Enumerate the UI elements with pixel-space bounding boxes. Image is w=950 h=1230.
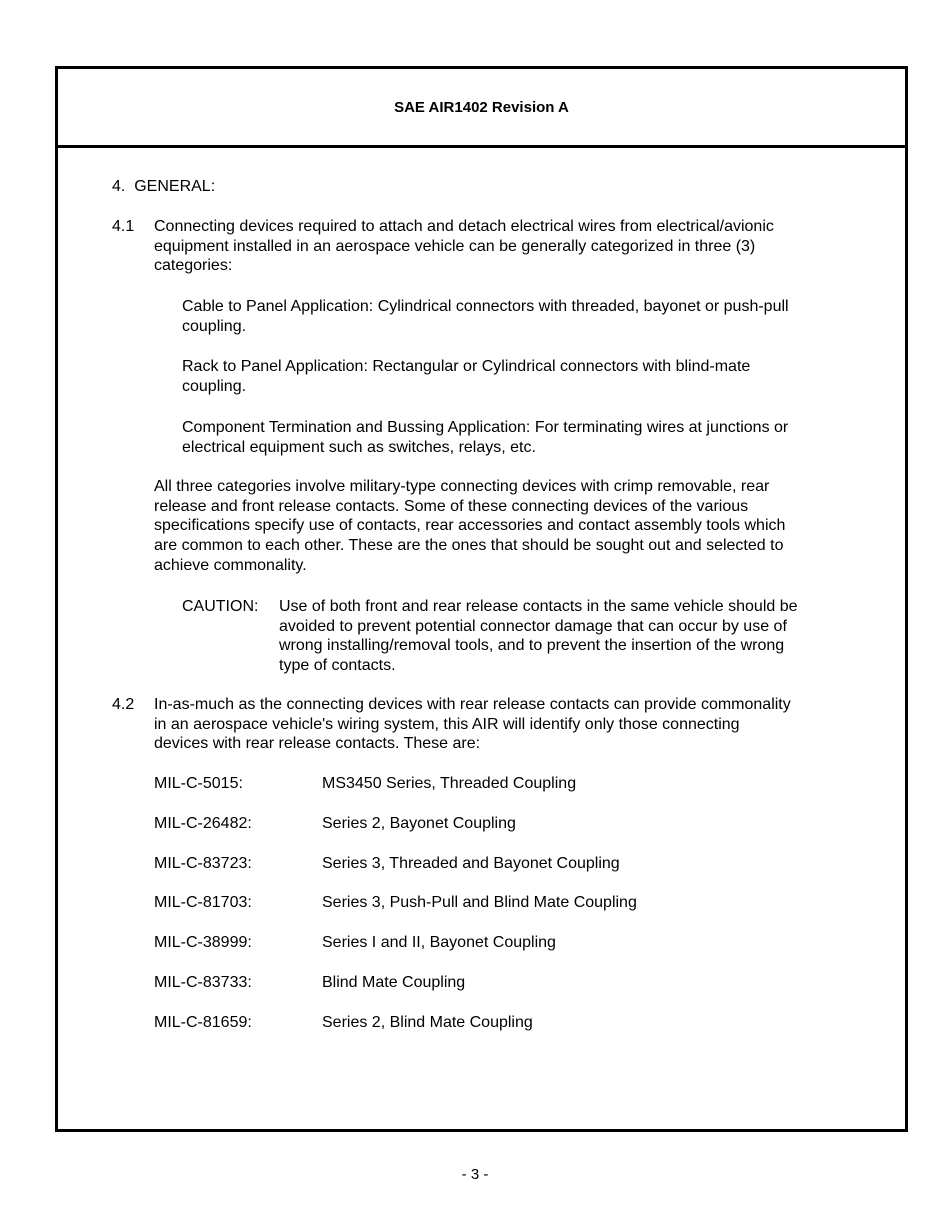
section-4-number: 4. (112, 178, 126, 195)
paragraph-line: coupling. (182, 317, 247, 335)
caution-label: CAUTION: (182, 598, 259, 615)
paragraph-line: achieve commonality. (154, 556, 307, 574)
paragraph-line: type of contacts. (279, 657, 396, 675)
caution-text (279, 597, 798, 676)
spec-id: MIL-C-81659: (154, 1014, 252, 1031)
section-4-title: GENERAL: (134, 178, 216, 195)
paragraph-line: Cable to Panel Application: Cylindrical connectors with threaded, bayonet or push-pull (182, 298, 789, 315)
paragraph-line: release and front release contacts. Some of these connecting devices of the various (154, 497, 749, 515)
document-header (58, 69, 905, 148)
spec-id: MIL-C-83723: (154, 855, 252, 872)
spec-id: MIL-C-81703: (154, 894, 252, 911)
paragraph-line: in an aerospace vehicle's wiring system, this AIR will identify only those connecting (154, 715, 740, 733)
category-rack-to-panel (182, 357, 750, 396)
paragraph-line: Rack to Panel Application: Rectangular or Cylindrical connectors with blind-mate (182, 358, 751, 375)
paragraph-line: specifications specify use of contacts, rear accessories and contact assembly tools which (154, 517, 786, 535)
section-4-1-paragraph (154, 217, 774, 276)
spec-description: MS3450 Series, Threaded Coupling (322, 775, 577, 792)
spec-description: Series I and II, Bayonet Coupling (322, 934, 556, 951)
category-component-termination (182, 418, 788, 457)
paragraph-line: wrong installing/removal tools, and to prevent the insertion of the wrong (279, 637, 785, 655)
spec-id: MIL-C-26482: (154, 815, 252, 832)
paragraph-line: In-as-much as the connecting devices with rear release contacts can provide commonality (154, 696, 791, 713)
page-number: - 3 - (461, 1166, 489, 1183)
paragraph-line: coupling. (182, 377, 247, 395)
paragraph-line: electrical equipment such as switches, relays, etc. (182, 438, 536, 456)
paragraph-line: Connecting devices required to attach and detach electrical wires from electrical/avionic (154, 218, 774, 235)
spec-description: Series 3, Push-Pull and Blind Mate Coupling (322, 894, 637, 911)
spec-description: Series 2, Bayonet Coupling (322, 815, 516, 832)
section-4-2-paragraph (154, 695, 791, 754)
section-4-2-number: 4.2 (112, 696, 135, 713)
paragraph-line: categories: (154, 257, 233, 275)
paragraph-line: Use of both front and rear release contacts in the same vehicle should be (279, 598, 798, 615)
paragraph-line: Component Termination and Bussing Application: For terminating wires at junctions or (182, 419, 789, 436)
spec-description: Series 3, Threaded and Bayonet Coupling (322, 855, 620, 872)
paragraph-line: avoided to prevent potential connector damage that can occur by use of (279, 617, 787, 635)
spec-id: MIL-C-5015: (154, 775, 243, 792)
section-4-heading (112, 177, 215, 197)
paragraph-line: equipment installed in an aerospace vehicle can be generally categorized in three (3) (154, 237, 756, 255)
section-4-1-summary (154, 477, 785, 576)
category-cable-to-panel (182, 297, 789, 336)
spec-id: MIL-C-83733: (154, 974, 252, 991)
document-title: SAE AIR1402 Revision A (394, 98, 569, 116)
spec-id: MIL-C-38999: (154, 934, 252, 951)
spec-description: Series 2, Blind Mate Coupling (322, 1014, 533, 1031)
spec-description: Blind Mate Coupling (322, 974, 466, 991)
paragraph-line: All three categories involve military-type connecting devices with crimp removable, rear (154, 478, 770, 495)
paragraph-line: devices with rear release contacts. These are: (154, 735, 481, 753)
paragraph-line: are common to each other. These are the ones that should be sought out and selected to (154, 537, 784, 555)
section-4-1-number: 4.1 (112, 218, 135, 235)
